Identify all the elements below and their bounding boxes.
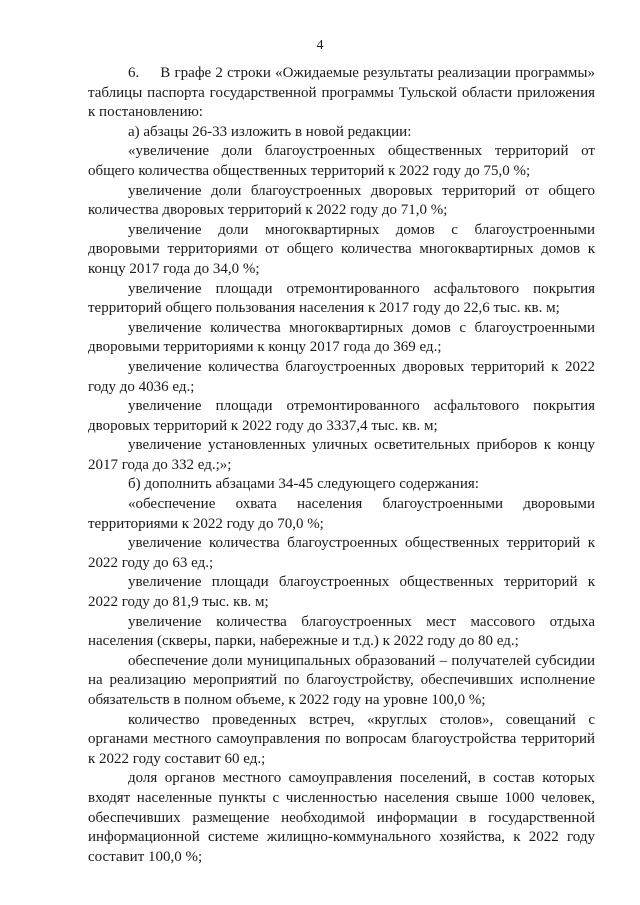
paragraph-indicator: увеличение площади отремонтированного асфальтового покрытия дворовых территорий к 2022 году до 3337,4 тыс. кв. м; [88, 398, 595, 434]
paragraph-indicator: увеличение доли благоустроенных дворовых территорий от общего количества дворовых территорий к 2022 году до 71,0 %; [88, 182, 595, 219]
paragraph-indicator: увеличение доли многоквартирных домов с благоустроенными дворовыми территориями от общего количества многоквартирных домов к концу 2017 года до 34,0 %; [88, 221, 595, 277]
paragraph-subitem-b: б) дополнить абзацами 34-45 следующего содержания: [128, 476, 479, 493]
paragraph-indicator: доля органов местного самоуправления поселений, в состав которых входят населенные пункты с численностью населения свыше 1000 человек, обеспечивших размещение необходимой информации в государственной информационной системе жилищно-коммунального хозяйства, к 2022 году составит 100,0 %; [88, 770, 595, 865]
paragraph-indicator: количество проведенных встреч, «круглых столов», совещаний с органами местного самоуправления по вопросам благоустройства территорий к 2022 году составит 60 ед.; [88, 711, 595, 767]
paragraph-indicator: «обеспечение охвата населения благоустроенными дворовыми территориями к 2022 году до 70,0 %; [88, 496, 595, 532]
paragraph-indicator: увеличение количества благоустроенных мест массового отдыха населения (скверы, парки, набережные и т.д.) к 2022 году до 80 ед.; [88, 613, 595, 650]
paragraph-indicator: увеличение количества благоустроенных общественных территорий к 2022 году до 63 ед.; [88, 535, 595, 571]
paragraph-indicator: увеличение площади благоустроенных общественных территорий к 2022 году до 81,9 тыс. кв. м; [88, 574, 595, 611]
page-number: 4 [316, 38, 324, 53]
paragraph-indicator: увеличение установленных уличных осветительных приборов к концу 2017 года до 332 ед.;»; [88, 437, 595, 473]
paragraph-subitem-a: а) абзацы 26-33 изложить в новой редакции: [128, 123, 412, 140]
paragraph-indicator: обеспечение доли муниципальных образований – получателей субсидии на реализацию мероприятий по благоустройству, обеспечивших исполнение обязательств в полном объеме, к 2022 году на уровне 100,0 %; [88, 652, 595, 708]
paragraph-indicator: «увеличение доли благоустроенных общественных территорий от общего количества общественных территорий к 2022 году до 75,0 %; [88, 143, 595, 179]
paragraph-indicator: увеличение количества благоустроенных дворовых территорий к 2022 году до 4036 ед.; [88, 358, 595, 395]
paragraph-indicator: увеличение площади отремонтированного асфальтового покрытия территорий общего пользования населения к 2017 году до 22,6 тыс. кв. м; [88, 280, 595, 317]
document-body [88, 64, 595, 867]
paragraph-indicator: увеличение количества многоквартирных домов с благоустроенными дворовыми территориями к концу 2017 года до 369 ед.; [88, 319, 595, 356]
paragraph-item-6: 6. В графе 2 строки «Ожидаемые результаты реализации программы» таблицы паспорта государственной программы Тульской области приложения к постановлению: [88, 65, 595, 121]
